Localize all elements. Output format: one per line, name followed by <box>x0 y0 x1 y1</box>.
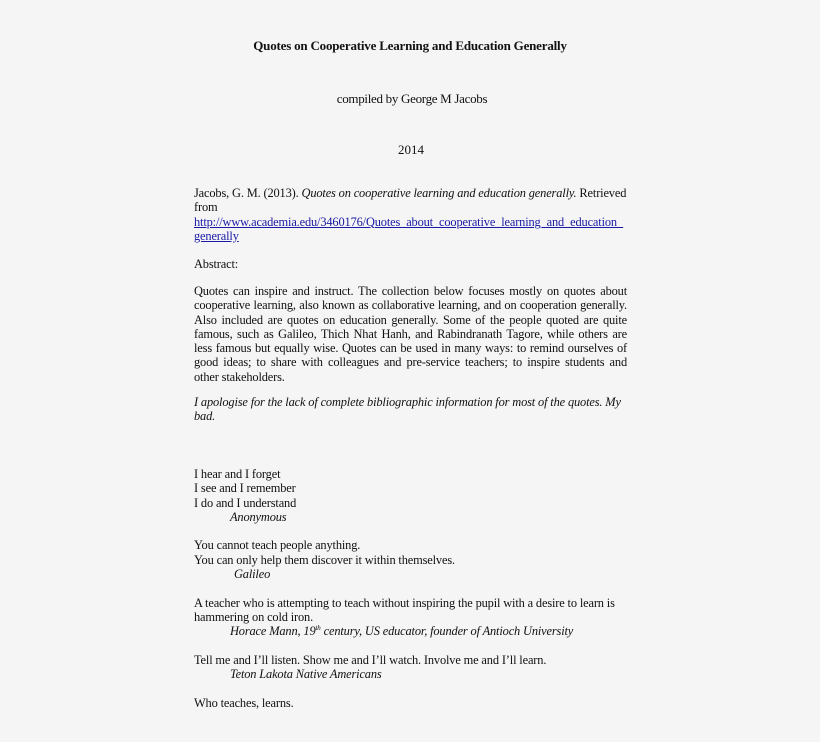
citation-retrieved: Retrieved from <box>194 186 627 215</box>
quote-line: A teacher who is attempting to teach without inspiring the pupil with a desire to learn is hammering on cold iron. <box>194 595 615 624</box>
quote-item <box>194 467 627 524</box>
quote-line: I hear and I forget <box>194 467 281 481</box>
quote-item <box>194 696 627 710</box>
attribution-text: century, US educator, founder of Antioch University <box>320 624 574 639</box>
quote-item <box>194 538 627 581</box>
apology-note: I apologise for the lack of complete bibliographic information for most of the quotes. My bad. <box>194 395 621 424</box>
citation-work-title: Quotes on cooperative learning and education generally. <box>301 186 577 200</box>
quote-item <box>194 653 627 682</box>
quote-attribution: Teton Lakota Native Americans <box>230 667 382 682</box>
quotes-list <box>194 467 627 724</box>
quote-line: Who teaches, learns. <box>194 695 294 710</box>
abstract-label: Abstract: <box>194 257 239 271</box>
quote-line: I see and I remember <box>194 481 296 496</box>
quote-line: Tell me and I’ll listen. Show me and I’ll watch. Involve me and I’ll learn. <box>194 652 547 667</box>
attribution-superscript: th <box>315 624 321 633</box>
quote-attribution <box>194 624 627 638</box>
quote-line: I do and I understand <box>194 495 297 510</box>
document-title: Quotes on Cooperative Learning and Education Generally <box>253 38 567 53</box>
document-year: 2014 <box>398 142 424 157</box>
citation <box>194 186 627 243</box>
compiled-by: compiled by George M Jacobs <box>336 91 488 106</box>
quote-item <box>194 596 627 639</box>
citation-author-date: Jacobs, G. M. (2013). <box>194 186 302 200</box>
quote-attribution: Anonymous <box>230 509 287 524</box>
quote-line: You can only help them discover it within themselves. <box>194 552 455 567</box>
abstract-text: Quotes can inspire and instruct. The collection below focuses mostly on quotes about cooperative learning, also known as collaborative learning, and on cooperation generally. Also included are quotes on education generally. Some of the people quoted are quite famous, such as Galileo, Thich Nhat Hanh, and Rabindranath Tagore, while others are less famous but equally wise. Quotes can be used in many ways: to remind ourselves of good ideas; to share with colleagues and pre-service teachers; to inspire students and other stakeholders. <box>194 284 627 384</box>
quote-line: You cannot teach people anything. <box>194 538 361 553</box>
citation-link[interactable]: http://www.academia.edu/3460176/Quotes_about_cooperative_learning_and_education_generally <box>194 214 623 243</box>
quote-attribution: Galileo <box>234 567 271 582</box>
attribution-text: Horace Mann, 19 <box>230 624 316 639</box>
